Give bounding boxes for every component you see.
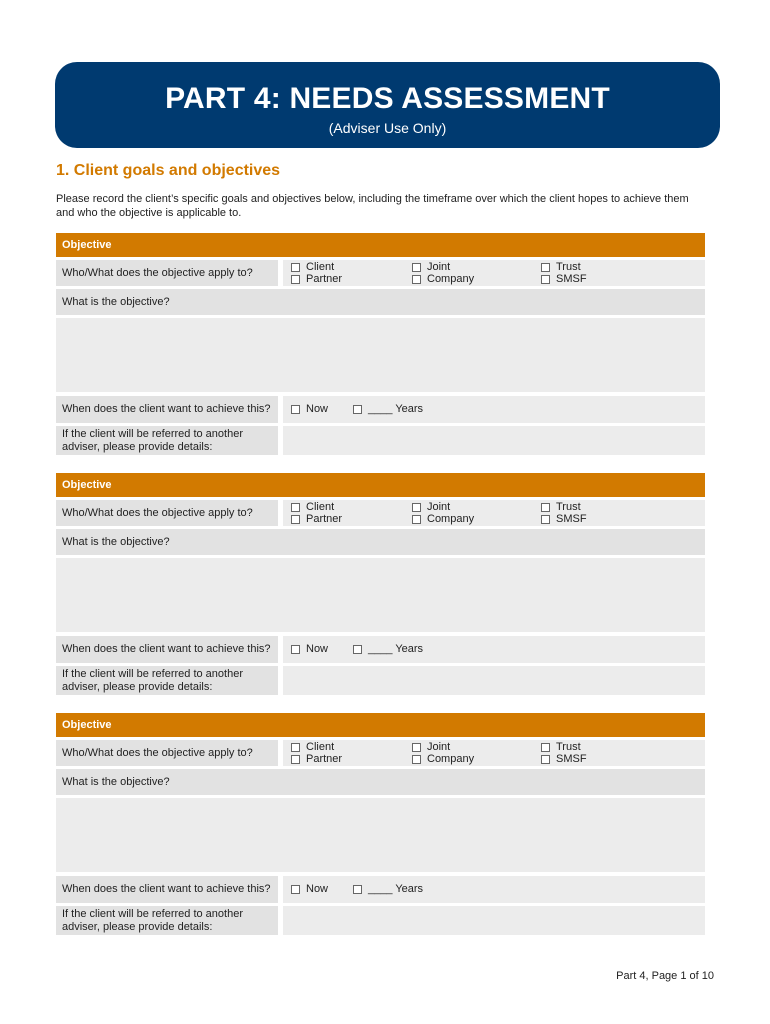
checkbox-icon[interactable] — [412, 263, 421, 272]
checkbox-icon[interactable] — [541, 503, 550, 512]
checkbox-icon[interactable] — [412, 515, 421, 524]
option-now[interactable]: Now — [291, 643, 328, 656]
referral-label: If the client will be referred to another adviser, please provide details: — [56, 906, 278, 935]
checkbox-icon[interactable] — [412, 503, 421, 512]
objective-block-1 — [56, 233, 705, 455]
referral-input[interactable] — [283, 426, 705, 455]
page-number: Part 4, Page 1 of 10 — [616, 970, 714, 982]
when-options — [283, 876, 705, 903]
referral-input[interactable] — [283, 666, 705, 695]
when-options — [283, 396, 705, 423]
checkbox-icon[interactable] — [353, 885, 362, 894]
checkbox-icon[interactable] — [291, 515, 300, 524]
checkbox-icon[interactable] — [291, 885, 300, 894]
section-heading: 1. Client goals and objectives — [56, 162, 281, 179]
option-company[interactable]: Company — [412, 513, 474, 526]
applies-to-label: Who/What does the objective apply to? — [56, 260, 278, 286]
option-joint[interactable]: Joint — [412, 261, 450, 274]
checkbox-icon[interactable] — [412, 275, 421, 284]
option-joint[interactable]: Joint — [412, 501, 450, 514]
objective-header: Objective — [56, 233, 705, 257]
checkbox-icon[interactable] — [291, 743, 300, 752]
option-partner[interactable]: Partner — [291, 513, 342, 526]
objective-block-2 — [56, 473, 705, 695]
option-company[interactable]: Company — [412, 273, 474, 286]
option-client[interactable]: Client — [291, 501, 334, 514]
option-years[interactable]: ____ Years — [353, 643, 423, 656]
option-client[interactable]: Client — [291, 261, 334, 274]
objective-header: Objective — [56, 713, 705, 737]
checkbox-icon[interactable] — [291, 263, 300, 272]
checkbox-icon[interactable] — [291, 645, 300, 654]
what-is-label: What is the objective? — [56, 289, 705, 315]
what-is-label: What is the objective? — [56, 529, 705, 555]
when-label: When does the client want to achieve this? — [56, 636, 278, 663]
checkbox-icon[interactable] — [353, 405, 362, 414]
option-partner[interactable]: Partner — [291, 273, 342, 286]
checkbox-icon[interactable] — [541, 755, 550, 764]
objective-block-3 — [56, 713, 705, 935]
checkbox-icon[interactable] — [291, 275, 300, 284]
checkbox-icon[interactable] — [291, 405, 300, 414]
when-options — [283, 636, 705, 663]
page-header — [55, 62, 720, 148]
when-label: When does the client want to achieve this? — [56, 396, 278, 423]
applies-to-options — [283, 260, 705, 286]
applies-to-label: Who/What does the objective apply to? — [56, 500, 278, 526]
checkbox-icon[interactable] — [412, 743, 421, 752]
checkbox-icon[interactable] — [541, 515, 550, 524]
section-intro: Please record the client’s specific goals and objectives below, including the timeframe over which the client hopes to achieve them and who the objective is applicable to. — [56, 193, 689, 219]
checkbox-icon[interactable] — [412, 755, 421, 764]
applies-to-label: Who/What does the objective apply to? — [56, 740, 278, 766]
when-label: When does the client want to achieve this? — [56, 876, 278, 903]
referral-input[interactable] — [283, 906, 705, 935]
applies-to-options — [283, 740, 705, 766]
checkbox-icon[interactable] — [541, 263, 550, 272]
applies-to-options — [283, 500, 705, 526]
what-is-label: What is the objective? — [56, 769, 705, 795]
checkbox-icon[interactable] — [541, 275, 550, 284]
option-now[interactable]: Now — [291, 403, 328, 416]
page-title: PART 4: NEEDS ASSESSMENT — [165, 82, 610, 115]
objective-header: Objective — [56, 473, 705, 497]
option-company[interactable]: Company — [412, 753, 474, 766]
option-now[interactable]: Now — [291, 883, 328, 896]
option-smsf[interactable]: SMSF — [541, 273, 587, 286]
referral-label: If the client will be referred to another adviser, please provide details: — [56, 666, 278, 695]
option-years[interactable]: ____ Years — [353, 883, 423, 896]
page-subtitle: (Adviser Use Only) — [328, 120, 447, 136]
option-smsf[interactable]: SMSF — [541, 513, 587, 526]
checkbox-icon[interactable] — [291, 755, 300, 764]
option-trust[interactable]: Trust — [541, 501, 581, 514]
objective-textarea[interactable] — [56, 798, 705, 872]
option-smsf[interactable]: SMSF — [541, 753, 587, 766]
option-trust[interactable]: Trust — [541, 741, 581, 754]
objective-textarea[interactable] — [56, 558, 705, 632]
checkbox-icon[interactable] — [291, 503, 300, 512]
referral-label: If the client will be referred to another adviser, please provide details: — [56, 426, 278, 455]
option-partner[interactable]: Partner — [291, 753, 342, 766]
checkbox-icon[interactable] — [353, 645, 362, 654]
option-trust[interactable]: Trust — [541, 261, 581, 274]
option-client[interactable]: Client — [291, 741, 334, 754]
objective-textarea[interactable] — [56, 318, 705, 392]
option-joint[interactable]: Joint — [412, 741, 450, 754]
checkbox-icon[interactable] — [541, 743, 550, 752]
option-years[interactable]: ____ Years — [353, 403, 423, 416]
